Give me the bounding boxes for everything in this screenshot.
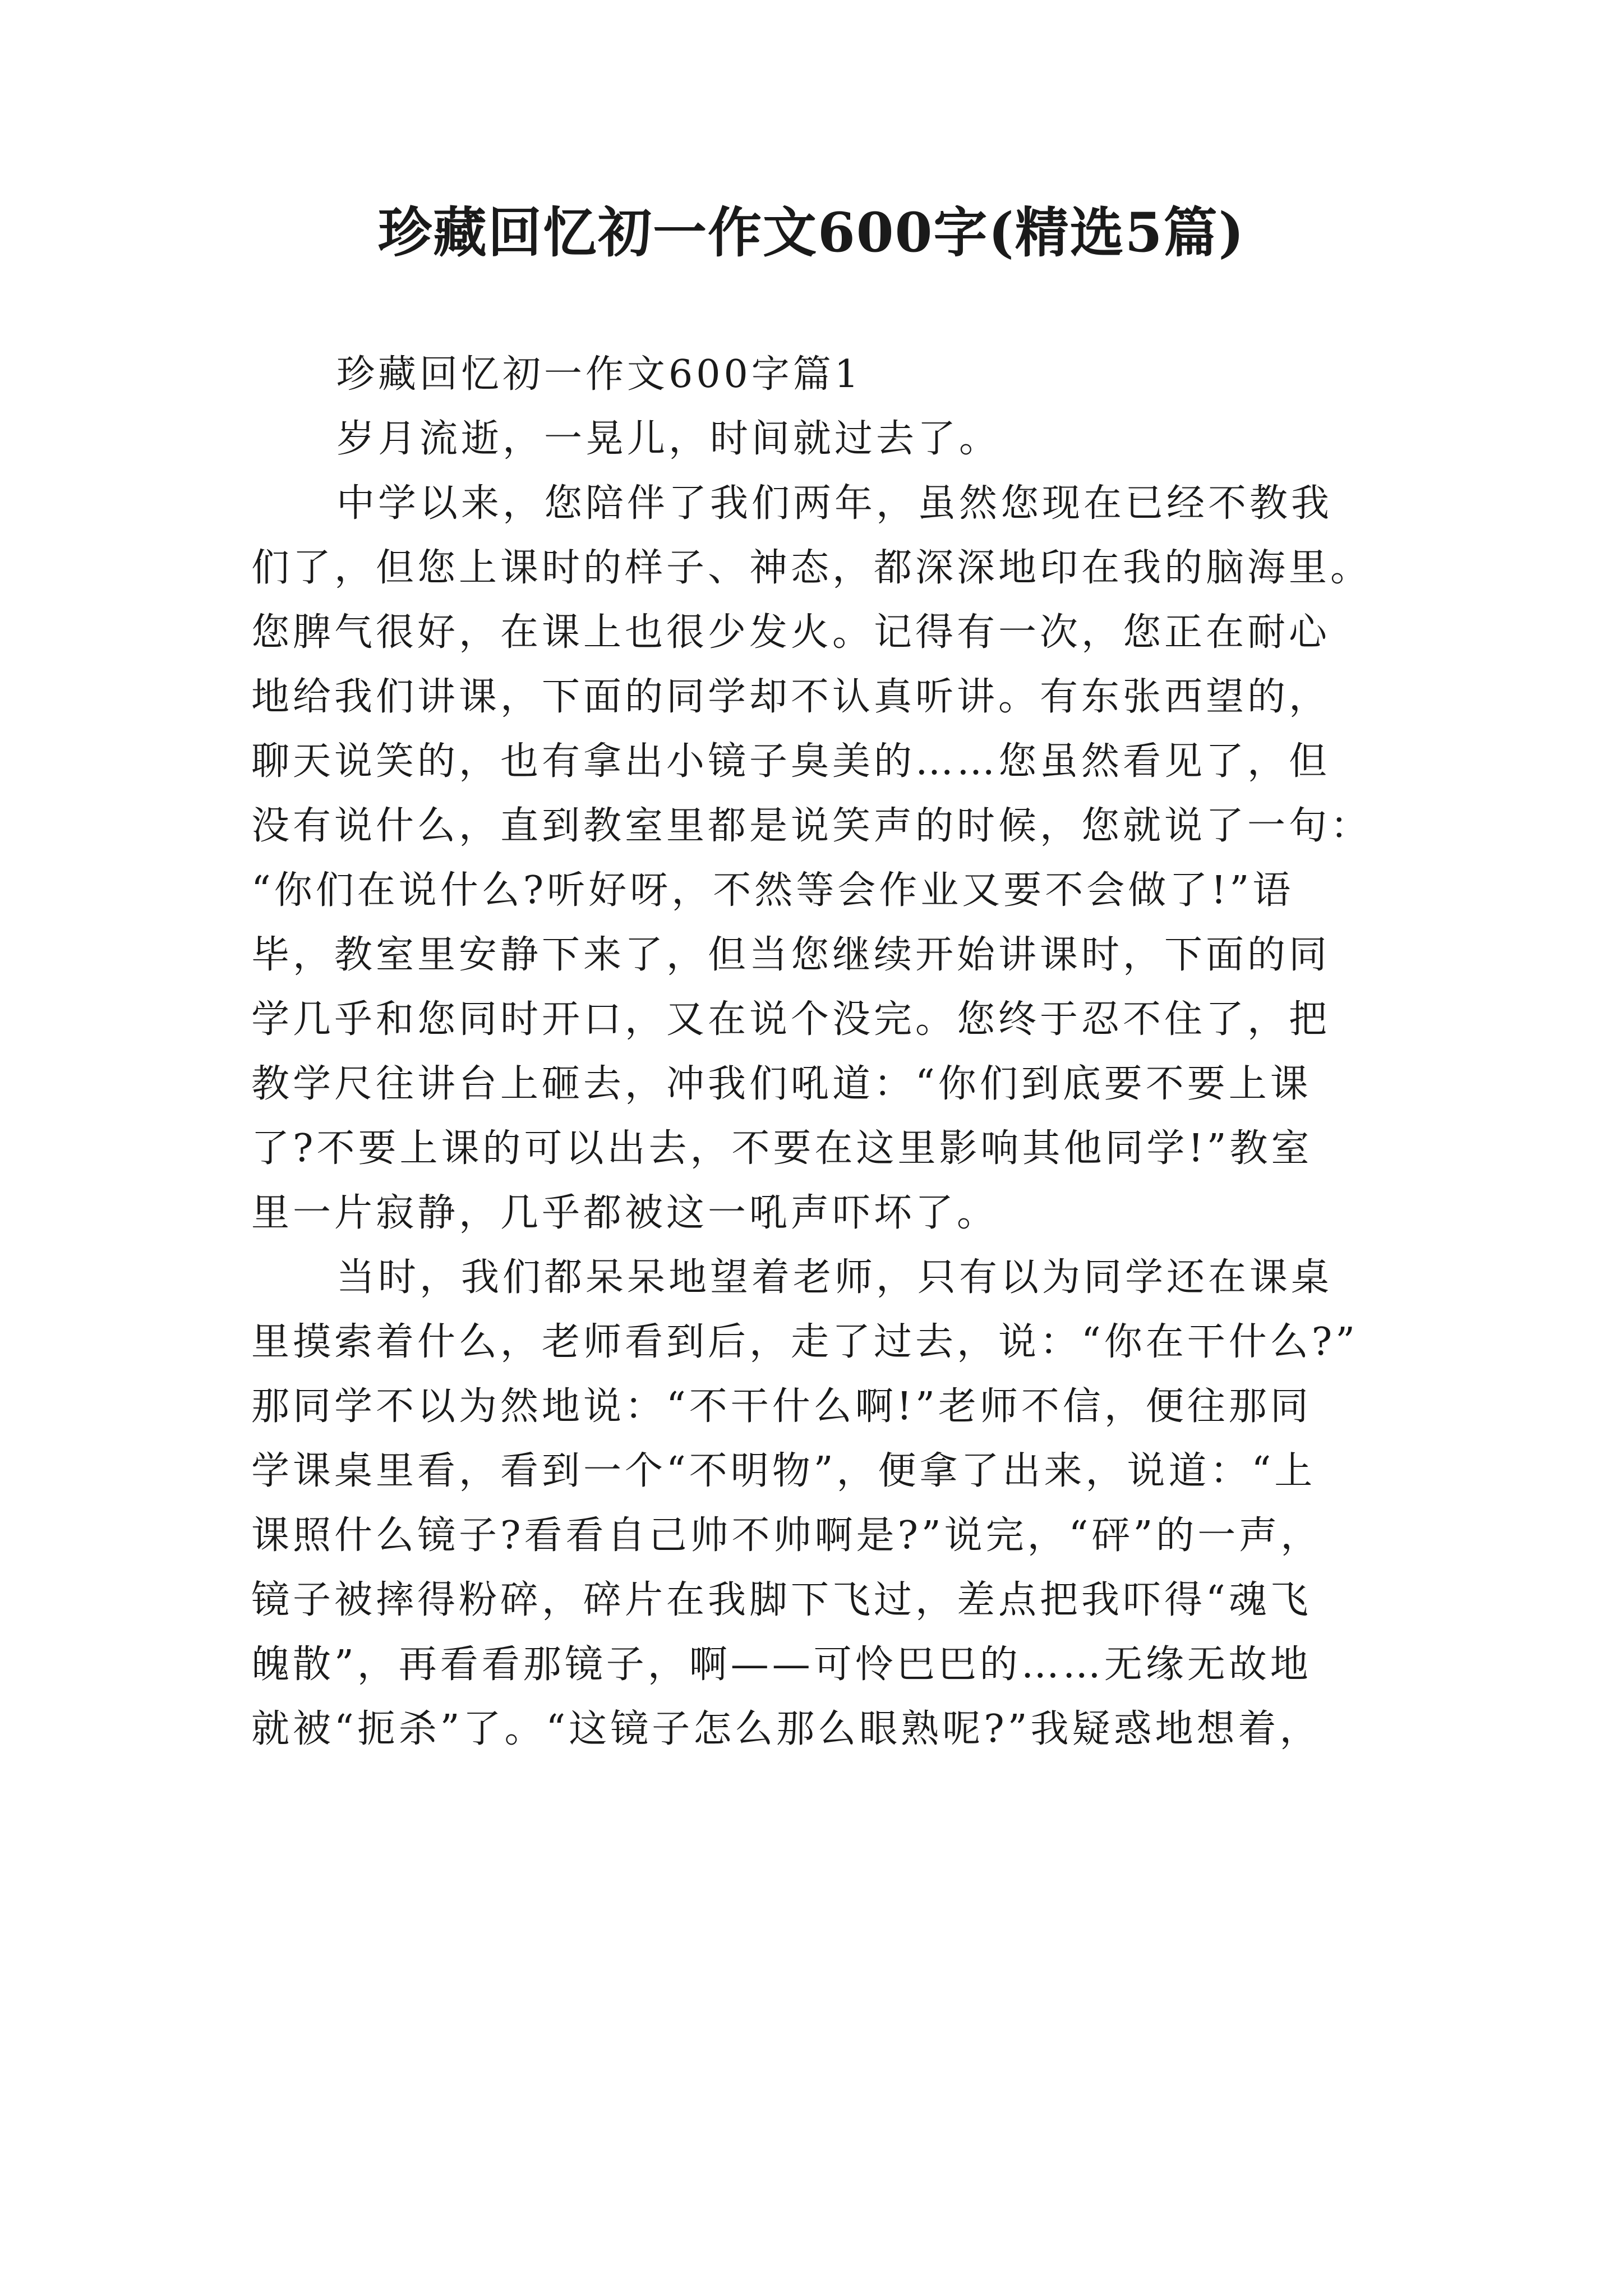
paragraph-line: 地给我们讲课，下面的同学却不认真听讲。有东张西望的， [251, 675, 1331, 719]
paragraph-line: 聊天说笑的，也有拿出小镜子臭美的……您虽然看见了，但 [251, 739, 1331, 784]
paragraph-line: 魄散”，再看看那镜子，啊——可怜巴巴的……无缘无故地 [251, 1642, 1312, 1687]
paragraph-line: 珍藏回忆初一作文600字篇1 [336, 352, 863, 397]
paragraph-line: 教学尺往讲台上砸去，冲我们吼道：“你们到底要不要上课 [251, 1062, 1312, 1106]
paragraph-line: 们了，但您上课时的样子、神态，都深深地印在我的脑海里。 [251, 546, 1372, 590]
paragraph-line: 那同学不以为然地说：“不干什么啊!”老师不信，便往那同 [251, 1384, 1312, 1429]
paragraph-line: 学课桌里看，看到一个“不明物”，便拿了出来，说道：“上 [251, 1449, 1316, 1493]
paragraph-line: 毕，教室里安静下来了，但当您继续开始讲课时，下面的同 [251, 933, 1331, 977]
paragraph-line: 里一片寂静，几乎都被这一吼声吓坏了。 [251, 1191, 999, 1235]
paragraph-line: 学几乎和您同时开口，又在说个没完。您终于忍不住了，把 [251, 997, 1331, 1042]
document-body [251, 342, 1418, 1761]
paragraph-line: 没有说什么，直到教室里都是说笑声的时候，您就说了一句： [251, 804, 1372, 848]
paragraph-line: 当时，我们都呆呆地望着老师，只有以为同学还在课桌 [336, 1255, 1333, 1300]
paragraph-line: 中学以来，您陪伴了我们两年，虽然您现在已经不教我 [336, 481, 1333, 526]
paragraph-line: 课照什么镜子?看看自己帅不帅啊是?”说完，“砰”的一声， [251, 1513, 1322, 1558]
paragraph-line: 就被“扼杀”了。“这镜子怎么那么眼熟呢?”我疑惑地想着， [251, 1707, 1321, 1751]
paragraph-line: 了?不要上课的可以出去，不要在这里影响其他同学!”教室 [251, 1126, 1313, 1171]
paragraph-line: 里摸索着什么，老师看到后，走了过去，说：“你在干什么?” [251, 1320, 1358, 1364]
document-title: 珍藏回忆初一作文600字(精选5篇) [377, 201, 1246, 264]
paragraph-line: 镜子被摔得粉碎，碎片在我脚下飞过，差点把我吓得“魂飞 [251, 1578, 1312, 1622]
paragraph-line: 岁月流逝，一晃儿，时间就过去了。 [336, 417, 1001, 461]
paragraph-line: 您脾气很好，在课上也很少发火。记得有一次，您正在耐心 [251, 610, 1331, 655]
paragraph-line: “你们在说什么?听好呀，不然等会作业又要不会做了!”语 [251, 868, 1294, 913]
